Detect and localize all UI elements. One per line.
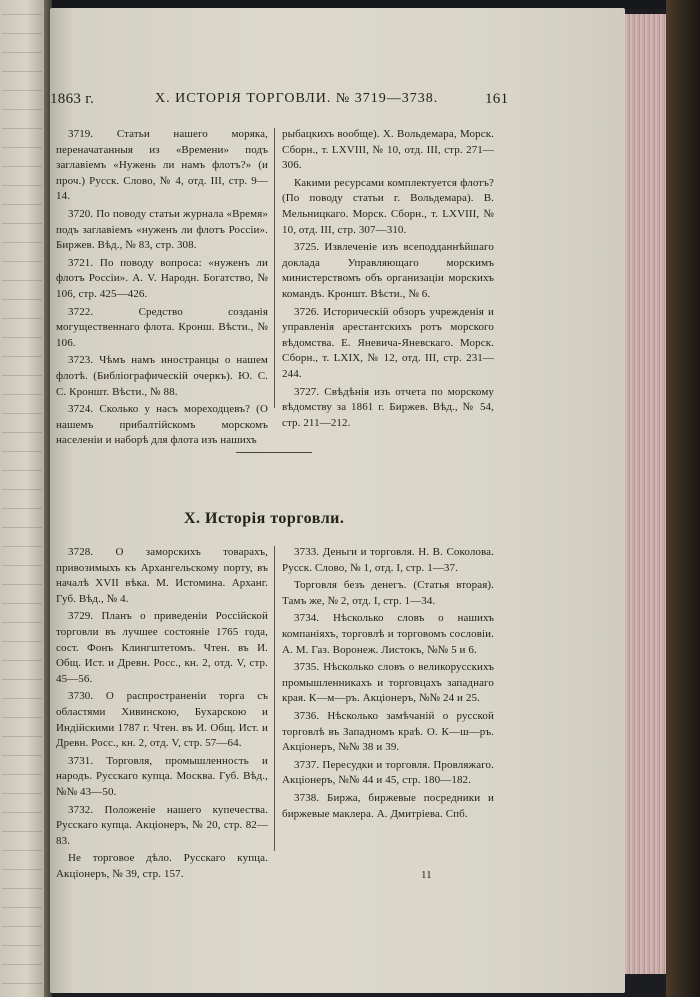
entry-3732: 3732. Положеніе нашего купечества. Русскаго купца. Акціонеръ, № 20, стр. 82—83.	[56, 803, 268, 847]
entry-3720: 3720. По поводу статьи журнала «Время» подъ заглавіемъ «нуженъ ли флотъ Россіи». Биржев. Вѣд., № 83, стр. 308.	[56, 207, 268, 252]
entry-3724: 3724. Сколько у насъ мореходцевъ? (О нашемъ прибалтійскомъ морскомъ населеніи и наборѣ для флота изъ нашихъ	[56, 403, 268, 447]
entry-3722: 3722. Средство созданія могущественнаго флота. Кронш. Вѣсти., № 106.	[56, 305, 268, 349]
entry-3719: 3719. Статьи нашего моряка, переначатанныя из «Времени» подъ заглавіемъ «Нужень ли намъ флотъ?» (и проч.) Русск. Слово, № 4, отд. III, стр. 9—14.	[56, 128, 268, 203]
entry-3725: 3725. Извлеченіе изъ всеподданнѣйшаго доклада Управляющаго морскимъ министерствомъ объ организаціи морскихъ командъ. Кроншт. Вѣсти., № 6.	[282, 241, 494, 300]
running-head	[50, 91, 510, 111]
column-rule-bottom	[274, 546, 275, 851]
book-cover-right	[666, 0, 700, 997]
entry-3737: 3737. Пересудки и торговля. Провляжаго. Акціонеръ, №№ 44 и 45, стр. 180—182.	[282, 758, 494, 787]
entry-3733: 3733. Деньги и торговля. Н. В. Соколова. Русск. Слово, № 1, отд. I, стр. 1—37.	[282, 546, 494, 574]
bottom-left-column	[56, 545, 268, 884]
entry-3732b: Не торговое дѣло. Русскаго купца. Акціонеръ, № 39, стр. 157.	[56, 852, 268, 880]
entry-3728: 3728. О заморскихъ товарахъ, привозимыхъ къ Архангельскому порту, въ началѣ XVII вѣка. М. Истомина. Арханг. Губ. Вѣд., № 4.	[56, 546, 268, 605]
entry-3733b: Торговля безъ денегъ. (Статья вторая). Тамъ же, № 2, отд. I, стр. 1—34.	[282, 579, 494, 607]
entry-3723: 3723. Чѣмъ намъ иностранцы о нашем флотѣ. (Библіографическій очеркъ). Ю. С. С. Кроншт. Вѣсти., № 88.	[56, 354, 268, 398]
entry-3730: 3730. О распространеніи торга съ областями Хивинскою, Бухарскою и Индійскими 1787 г. Чтен. въ И. Общ. Ист. и Древн. Росс., кн. 2, отд. V, стр. 57—64.	[56, 690, 268, 750]
running-head-title: X. ИСТОРІЯ ТОРГОВЛИ. № 3719—3738.	[155, 91, 439, 106]
section-title: X. Исторія торговли.	[184, 510, 345, 527]
entry-3724-cont: рыбацкихъ вообще). Х. Вольдемара, Морск. Сборн., т. LXVIII, № 10, отд. III, стр. 271—306.	[282, 128, 494, 172]
left-page-text-lines	[2, 0, 42, 997]
left-page-edge	[0, 0, 48, 997]
bottom-right-column	[282, 545, 494, 824]
top-left-column	[56, 127, 268, 451]
entry-3731: 3731. Торговля, промышленность и народъ. Русскаго купца. Москва. Губ. Вѣд., №№ 43—50.	[56, 754, 268, 798]
page-number: 161	[485, 91, 509, 107]
top-right-column	[282, 127, 494, 433]
column-rule-top	[274, 128, 275, 408]
page-edges-right	[622, 14, 668, 974]
running-head-year: 1863 г.	[50, 91, 95, 107]
entry-3738: 3738. Биржа, биржевые посредники и биржевые маклера. А. Дмитріева. Спб.	[282, 791, 494, 820]
entry-3727: 3727. Свѣдѣнія изъ отчета по морскому вѣдомству за 1861 г. Биржев. Вѣд., № 54, стр. 211—212.	[282, 385, 494, 429]
entry-3724-reply: Какими ресурсами комплектуется флотъ? (По поводу статьи г. Вольдемара). В. Мельницкаго. Морск. Сборн., т. LXVIII, № 10, отд. III, стр. 307—310.	[282, 176, 494, 236]
entry-3736: 3736. Нѣсколько замѣчаній о русской торговлѣ въ Западномъ краѣ. О. К—ш—ръ. Акціонеръ, №№ 38 и 39.	[282, 709, 494, 754]
section-separator	[236, 452, 312, 453]
signature-folio: 11	[421, 869, 432, 881]
entry-3721: 3721. По поводу вопроса: «нуженъ ли флотъ Россіи». А. V. Народн. Богатство, № 106, стр. 425—426.	[56, 256, 268, 300]
entry-3735: 3735. Нѣсколько словъ о великорусскихъ промышленникахъ и торговцахъ западнаго края. К—м—ръ. Акціонеръ, №№ 24 и 25.	[282, 661, 494, 705]
entry-3726: 3726. Историческій обзоръ учрежденія и управленія арестантскихъ ротъ морского вѣдомства. Е. Яневича-Яневскаго. Морск. Сборн., т. LXIX, № 12, отд. III, стр. 231—244.	[282, 305, 494, 380]
entry-3729: 3729. Планъ о приведеніи Россійской торговли въ лучшее состояніе 1765 года, сост. Фонъ Клингштетомъ. Чтен. въ И. Общ. Ист. и Древн. Росс., кн. 2, отд. V, стр. 45—56.	[56, 610, 268, 685]
entry-3734: 3734. Нѣсколько словъ о нашихъ компаніяхъ, торговлѣ и торговомъ сословіи. А. М. Газ. Воронеж. Листокъ, №№ 5 и 6.	[282, 612, 494, 656]
